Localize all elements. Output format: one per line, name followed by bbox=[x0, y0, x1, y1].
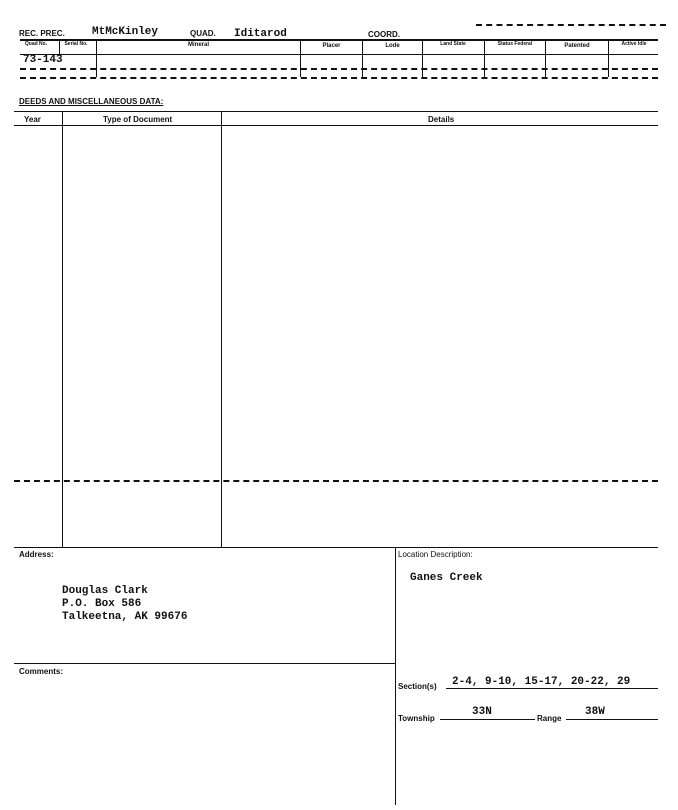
address-block bbox=[62, 585, 187, 624]
col-header-placer: Placer bbox=[322, 43, 341, 49]
quad-value: Iditarod bbox=[234, 28, 287, 40]
location-description-label: Location Description: bbox=[398, 550, 473, 559]
section-value: 2-4, 9-10, 15-17, 20-22, 29 bbox=[452, 676, 631, 688]
table-top-rule bbox=[20, 39, 658, 41]
col-header-quad-no: Quad No. bbox=[24, 41, 48, 47]
col-header-mineral: Mineral bbox=[187, 42, 209, 48]
comments-top-rule bbox=[14, 663, 395, 664]
section-label: Section(s) bbox=[398, 682, 437, 691]
quad-label: QUAD. bbox=[190, 29, 216, 38]
range-value: 38W bbox=[585, 706, 605, 718]
range-line bbox=[566, 719, 658, 720]
col-header-type-of-document: Type of Document bbox=[103, 115, 173, 124]
address-top-rule bbox=[14, 547, 658, 548]
section-line bbox=[446, 688, 658, 689]
quad-no-value: 73-143 bbox=[23, 54, 63, 66]
table-header-rule bbox=[20, 54, 658, 55]
address-line: P.O. Box 586 bbox=[62, 598, 142, 610]
col-header-lode: Lode bbox=[385, 43, 400, 49]
township-label: Township bbox=[398, 714, 435, 723]
col-header-serial-no: Serial No. bbox=[64, 41, 88, 47]
col-header-details: Details bbox=[428, 115, 455, 124]
address-line: Douglas Clark bbox=[62, 585, 148, 597]
range-label: Range bbox=[537, 714, 562, 723]
township-value: 33N bbox=[472, 706, 492, 718]
comments-label: Comments: bbox=[19, 667, 64, 676]
col-divider bbox=[608, 40, 609, 77]
address-line: Talkeetna, AK 99676 bbox=[62, 611, 188, 623]
deeds-section-title: DEEDS AND MISCELLANEOUS DATA: bbox=[19, 97, 164, 106]
col-header-status-federal: Status Federal bbox=[497, 41, 533, 47]
township-line bbox=[440, 719, 535, 720]
rec-prec-label: REC. PREC. bbox=[19, 29, 65, 38]
col-header-active-idle: Active Idle bbox=[621, 41, 647, 47]
rec-prec-value: MtMcKinley bbox=[92, 26, 159, 38]
col-divider bbox=[484, 40, 485, 77]
col-divider bbox=[59, 40, 60, 55]
col-header-patented: Patented bbox=[564, 43, 590, 49]
coord-line bbox=[476, 24, 666, 26]
col-header-year: Year bbox=[24, 115, 41, 124]
col-divider bbox=[422, 40, 423, 77]
table-row-rule-2 bbox=[20, 77, 658, 79]
deeds-dashed-rule bbox=[14, 480, 658, 482]
deeds-top-rule bbox=[14, 111, 658, 112]
address-label: Address: bbox=[19, 550, 54, 559]
location-description-value: Ganes Creek bbox=[410, 572, 483, 584]
table-row-rule-1 bbox=[20, 68, 658, 70]
address-location-divider bbox=[395, 547, 396, 805]
coord-label: COORD. bbox=[368, 30, 400, 39]
deeds-header-rule bbox=[14, 125, 658, 126]
col-header-land-state: Land State bbox=[440, 41, 466, 47]
